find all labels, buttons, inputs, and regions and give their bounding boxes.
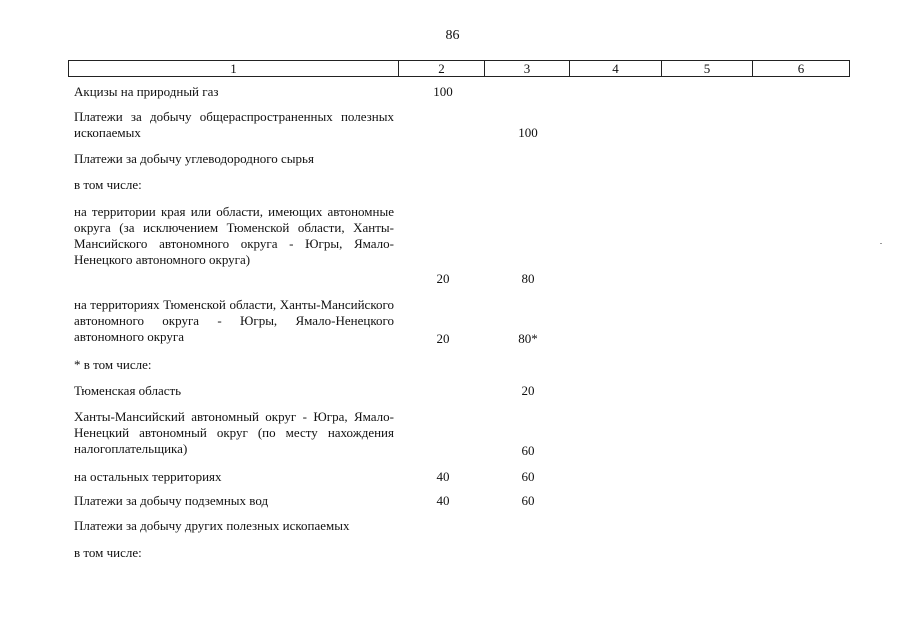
row-value-col3: 80 xyxy=(521,271,535,286)
row-label: * в том числе: xyxy=(74,357,152,372)
row-label: в том числе: xyxy=(74,177,142,192)
row-value-col2: 40 xyxy=(436,493,450,508)
column-header-table xyxy=(68,60,850,77)
column-header-3: 3 xyxy=(485,61,570,77)
page-number: 86 xyxy=(445,28,460,43)
row-value-col3: 60 xyxy=(521,443,535,458)
row-value-col3: 80* xyxy=(518,331,538,346)
column-header-row xyxy=(69,61,850,77)
row-value-col3: 60 xyxy=(521,493,535,508)
row-label: Платежи за добычу общераспространенных полезных ископаемых xyxy=(74,109,394,140)
row-label: Платежи за добычу других полезных ископаемых xyxy=(74,518,350,533)
row-value-col3: 20 xyxy=(521,383,535,398)
row-label: на территории края или области, имеющих автономные округа (за исключением Тюменской области, Ханты-Мансийского автономного округа - Югры, Ямало-Ненецкого автономного округа) xyxy=(74,204,394,267)
scan-speck xyxy=(880,243,882,244)
row-label: Акцизы на природный газ xyxy=(74,84,219,99)
row-label: на остальных территориях xyxy=(74,469,222,484)
row-label: на территориях Тюменской области, Ханты-Мансийского автономного округа - Югры, Ямало-Ненецкого автономного округа xyxy=(74,297,394,344)
row-value-col3: 60 xyxy=(521,469,535,484)
row-label: Платежи за добычу подземных вод xyxy=(74,493,269,508)
row-label: Платежи за добычу углеводородного сырья xyxy=(74,151,314,166)
row-label: Тюменская область xyxy=(74,383,182,398)
row-value-col2: 100 xyxy=(433,84,453,99)
column-header-4: 4 xyxy=(570,61,662,77)
row-label: Ханты-Мансийский автономный округ - Югра, Ямало-Ненецкий автономный округ (по месту нахождения налогоплательщика) xyxy=(74,409,394,456)
row-value-col2: 40 xyxy=(436,469,450,484)
row-label: в том числе: xyxy=(74,545,142,560)
row-value-col2: 20 xyxy=(436,331,450,346)
column-header-2: 2 xyxy=(399,61,485,77)
column-header-1: 1 xyxy=(69,61,399,77)
column-header-6: 6 xyxy=(753,61,850,77)
column-header-5: 5 xyxy=(662,61,753,77)
row-value-col3: 100 xyxy=(518,125,538,140)
row-value-col2: 20 xyxy=(436,271,450,286)
